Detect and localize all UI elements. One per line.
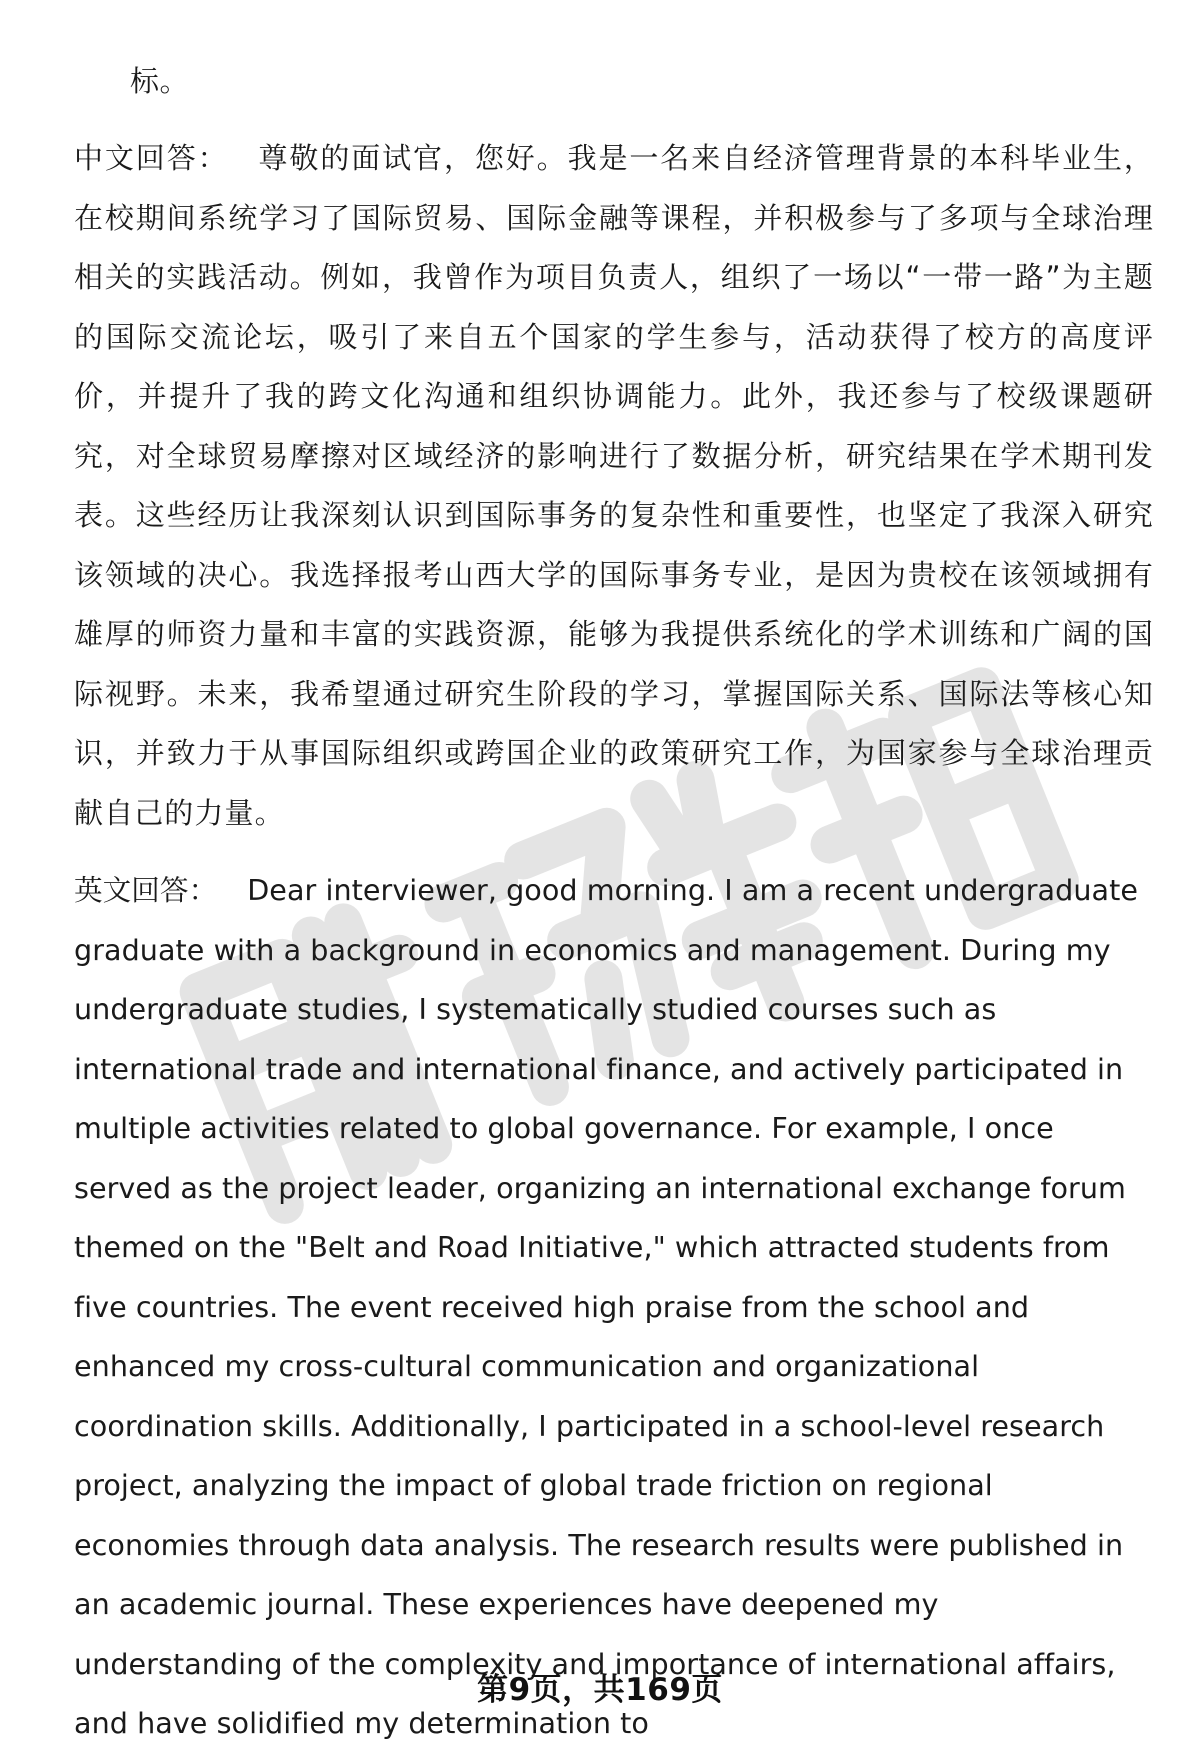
- english-answer-label: 英文回答：: [74, 873, 218, 907]
- chinese-answer-label: 中文回答：: [74, 141, 229, 175]
- page-number-footer: 第9页，共169页: [477, 1672, 723, 1708]
- english-answer-paragraph: [74, 861, 1154, 1754]
- english-answer-text: Dear interviewer, good morning. I am a recent undergraduate graduate with a background in economics and management. During my undergraduate studies, I systematically studied courses such as international trade and international finance, and actively participated in multiple activities related to global governance. For example, I once served as the project leader, organizing an international exchange forum themed on the "Belt and Road Initiative," which attracted students from five countries. The event received high praise from the school and enhanced my cross-cultural communication and organizational coordination skills. Additionally, I participated in a school-level research project, analyzing the impact of global trade friction on regional economies through data analysis. The research results were published in an academic journal. These experiences have deepened my understanding of the complexity and importance of international affairs, and have solidified my determination to: [74, 873, 1138, 1740]
- document-body: [74, 52, 1154, 1755]
- continued-text-fragment: 标。: [130, 64, 190, 98]
- chinese-answer-paragraph: [74, 129, 1154, 843]
- chinese-answer-text: 尊敬的面试官，您好。我是一名来自经济管理背景的本科毕业生，在校期间系统学习了国际贸易、国际金融等课程，并积极参与了多项与全球治理相关的实践活动。例如，我曾作为项目负责人，组织了一场以“一带一路”为主题的国际交流论坛，吸引了来自五个国家的学生参与，活动获得了校方的高度评价，并提升了我的跨文化沟通和组织协调能力。此外，我还参与了校级课题研究，对全球贸易摩擦对区域经济的影响进行了数据分析，研究结果在学术期刊发表。这些经历让我深刻认识到国际事务的复杂性和重要性，也坚定了我深入研究该领域的决心。我选择报考山西大学的国际事务专业，是因为贵校在该领域拥有雄厚的师资力量和丰富的实践资源，能够为我提供系统化的学术训练和广阔的国际视野。未来，我希望通过研究生阶段的学习，掌握国际关系、国际法等核心知识，并致力于从事国际组织或跨国企业的政策研究工作，为国家参与全球治理贡献自己的力量。: [74, 141, 1154, 830]
